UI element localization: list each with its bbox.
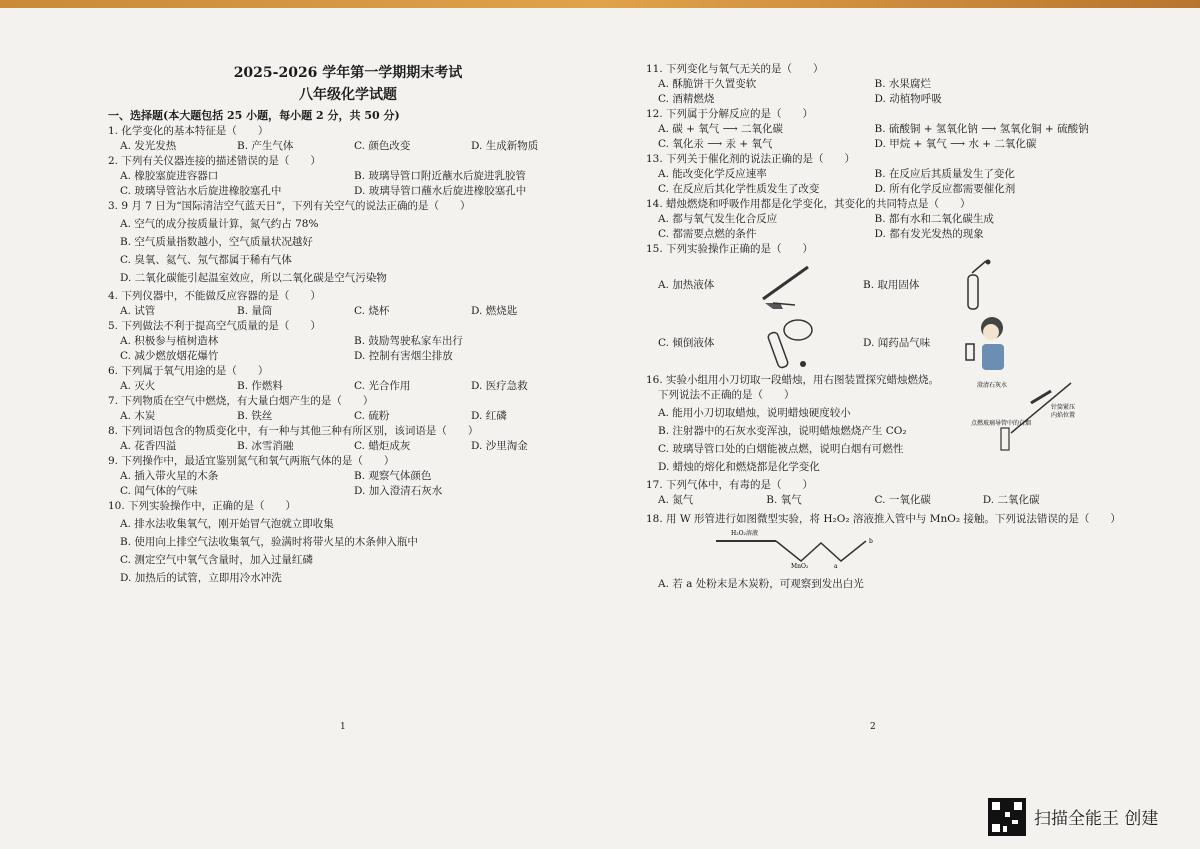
question-17-stem: 17. 下列气体中，有毒的是（ ） <box>646 479 814 491</box>
answer-option: C. 蜡炬成灰 <box>354 440 411 452</box>
answer-option: C. 颜色改变 <box>354 140 411 152</box>
answer-option: A. 碳 + 氧气 ⟶ 二氧化碳 <box>658 123 783 135</box>
right-question-2-stem: 12. 下列属于分解反应的是（ ） <box>646 108 814 120</box>
left-question-3-stem: 3. 9 月 7 日为“国际清洁空气蓝天日”，下列有关空气的说法正确的是（ ） <box>108 200 471 212</box>
left-question-2-stem: 2. 下列有关仪器连接的描述错误的是（ ） <box>108 155 321 167</box>
answer-option: C. 一氧化碳 <box>874 494 931 506</box>
right-page <box>646 62 1121 595</box>
answer-option: B. 铁丝 <box>237 410 273 422</box>
answer-option: B. 注射器中的石灰水变浑浊，说明蜡烛燃烧产生 CO₂ <box>658 425 907 437</box>
w-tube-label-mno2: MnO₂ <box>791 563 809 569</box>
answer-option: B. 在反应后其质量发生了变化 <box>874 168 1015 180</box>
pouring-liquid-icon <box>753 314 823 372</box>
answer-option: A. 能用小刀切取蜡烛，说明蜡烛硬度较小 <box>658 407 851 419</box>
left-question-2-options <box>108 169 588 199</box>
right-question-1-stem: 11. 下列变化与氧气无关的是（ ） <box>646 63 824 75</box>
q15-option-a: A. 加热液体 <box>658 278 715 291</box>
fig16-label-2: 针筒紧压 <box>1051 404 1076 411</box>
section-heading: 一、选择题(本大题包括 25 小题，每小题 2 分，共 50 分) <box>108 109 400 122</box>
left-question-7-stem: 7. 下列物质在空气中燃烧，有大量白烟产生的是（ ） <box>108 395 374 407</box>
answer-option: C. 光合作用 <box>354 380 411 392</box>
answer-option: A. 木炭 <box>120 410 156 422</box>
answer-option: C. 硫粉 <box>354 410 390 422</box>
left-page <box>108 62 588 589</box>
answer-option: C. 烧杯 <box>354 305 390 317</box>
right-question-3-options <box>646 167 1091 197</box>
w-tube-diagram <box>706 527 906 569</box>
answer-option: A. 积极参与植树造林 <box>120 335 219 347</box>
q15-option-b: B. 取用固体 <box>863 278 920 291</box>
answer-option: B. 作燃料 <box>237 380 283 392</box>
left-question-9-stem: 9. 下列操作中，最适宜鉴别氮气和氧气两瓶气体的是（ ） <box>108 455 395 467</box>
answer-option: D. 甲烷 + 氧气 ⟶ 水 + 二氧化碳 <box>874 138 1037 150</box>
answer-option: C. 酒精燃烧 <box>658 93 715 105</box>
answer-option: C. 在反应后其化学性质发生了改变 <box>658 183 820 195</box>
page-number-left: 1 <box>340 722 346 732</box>
question-16-stem-2: 下列说法不正确的是（ ） <box>658 389 795 401</box>
left-question-6-stem: 6. 下列属于氧气用途的是（ ） <box>108 365 269 377</box>
answer-option: D. 蜡烛的熔化和燃烧都是化学变化 <box>658 461 820 473</box>
question-15-row-1 <box>646 257 1091 313</box>
question-15-row-2 <box>646 313 1091 373</box>
answer-option: D. 红磷 <box>471 410 507 422</box>
q15-option-c: C. 倾倒液体 <box>658 336 715 349</box>
left-question-10-stem: 10. 下列实验操作中，正确的是（ ） <box>108 500 297 512</box>
answer-option: C. 玻璃导管口处的白烟能被点燃，说明白烟有可燃性 <box>658 443 904 455</box>
answer-option: C. 氧化汞 ⟶ 汞 + 氧气 <box>658 138 773 150</box>
answer-option: C. 闻气体的气味 <box>120 485 198 497</box>
answer-option: B. 观察气体颜色 <box>354 470 432 482</box>
answer-option: A. 发光发热 <box>120 140 177 152</box>
left-question-1-stem: 1. 化学变化的基本特征是（ ） <box>108 125 269 137</box>
answer-option: D. 都有发光发热的现象 <box>874 228 984 240</box>
answer-option: D. 二氧化碳 <box>982 494 1040 506</box>
answer-option: D. 所有化学反应都需要催化剂 <box>874 183 1016 195</box>
left-question-3-options <box>108 217 588 286</box>
answer-option: A. 灭火 <box>120 380 156 392</box>
answer-option: B. 都有水和二氧化碳生成 <box>874 213 994 225</box>
answer-option: B. 空气质量指数越小，空气质量状况越好 <box>120 236 313 248</box>
question-18-stem: 18. 用 W 形管进行如图微型实验，将 H₂O₂ 溶液推入管中与 MnO₂ 接触。下列说法错误的是（ ） <box>646 513 1121 525</box>
answer-option: B. 产生气体 <box>237 140 294 152</box>
left-question-10-options <box>108 517 588 586</box>
answer-option: D. 控制有害烟尘排放 <box>354 350 453 362</box>
answer-option: C. 玻璃导管沾水后旋进橡胶塞孔中 <box>120 185 282 197</box>
question-15-stem: 15. 下列实验操作正确的是（ ） <box>646 243 814 255</box>
answer-option: D. 生成新物质 <box>471 140 539 152</box>
answer-option: B. 水果腐烂 <box>874 78 931 90</box>
question-18-options <box>646 577 1091 592</box>
taking-solid-icon <box>958 259 1008 311</box>
answer-option: D. 动植物呼吸 <box>874 93 942 105</box>
left-question-7-options <box>108 409 588 424</box>
scanner-watermark: 扫描全能王 创建 <box>1034 809 1159 829</box>
left-question-9-options <box>108 469 588 499</box>
right-question-3-stem: 13. 下列关于催化剂的说法正确的是（ ） <box>646 153 856 165</box>
answer-option: D. 医疗急救 <box>471 380 528 392</box>
smelling-chemical-icon <box>958 314 1018 372</box>
answer-option: C. 臭氧、氦气、氖气都属于稀有气体 <box>120 254 292 266</box>
answer-option: B. 鼓励驾驶私家车出行 <box>354 335 463 347</box>
answer-option: B. 玻璃导管口附近蘸水后旋进乳胶管 <box>354 170 526 182</box>
left-question-4-stem: 4. 下列仪器中，不能做反应容器的是（ ） <box>108 290 321 302</box>
answer-option: C. 减少燃放烟花爆竹 <box>120 350 219 362</box>
question-17-options <box>646 493 1091 508</box>
answer-option: A. 排水法收集氧气，刚开始冒气泡就立即收集 <box>120 518 334 530</box>
answer-option: A. 能改变化学反应速率 <box>658 168 767 180</box>
answer-option: B. 冰雪消融 <box>237 440 294 452</box>
answer-option: D. 沙里淘金 <box>471 440 528 452</box>
answer-option: A. 橡胶塞旋进容器口 <box>120 170 219 182</box>
left-question-8-stem: 8. 下列词语包含的物质变化中，有一种与其他三种有所区别，该词语是（ ） <box>108 425 479 437</box>
heating-liquid-icon <box>753 259 823 311</box>
page-number-right: 2 <box>870 722 876 732</box>
right-question-2-options <box>646 122 1091 152</box>
answer-option: B. 量筒 <box>237 305 273 317</box>
answer-option: C. 都需要点燃的条件 <box>658 228 757 240</box>
qr-code-icon <box>988 798 1026 836</box>
left-question-6-options <box>108 379 588 394</box>
answer-option: D. 加热后的试管，立即用冷水冲洗 <box>120 572 282 584</box>
left-question-list <box>108 124 588 586</box>
answer-option: B. 使用向上排空气法收集氧气，验满时将带火星的木条伸入瓶中 <box>120 536 418 548</box>
answer-option: A. 花香四溢 <box>120 440 177 452</box>
left-question-1-options <box>108 139 588 154</box>
answer-option: A. 空气的成分按质量计算，氮气约占 78% <box>120 218 319 230</box>
answer-option: A. 试管 <box>120 305 156 317</box>
left-question-4-options <box>108 304 588 319</box>
candle-experiment-diagram <box>971 373 1091 453</box>
right-question-4-stem: 14. 蜡烛燃烧和呼吸作用都是化学变化，其变化的共同特点是（ ） <box>646 198 971 210</box>
exam-title: 2025-2026 学年第一学期期末考试 <box>233 65 463 81</box>
w-tube-label-a: a <box>834 563 838 569</box>
answer-option: C. 测定空气中氧气含量时，加入过量红磷 <box>120 554 313 566</box>
right-question-1-options <box>646 77 1091 107</box>
right-question-list <box>646 62 1091 242</box>
answer-option: D. 加入澄清石灰水 <box>354 485 443 497</box>
answer-option: D. 玻璃导管口蘸水后旋进橡胶塞孔中 <box>354 185 527 197</box>
left-question-5-stem: 5. 下列做法不利于提高空气质量的是（ ） <box>108 320 321 332</box>
answer-option: A. 氮气 <box>658 494 694 506</box>
top-color-band <box>0 0 1200 8</box>
exam-subtitle: 八年级化学试题 <box>299 87 397 103</box>
left-question-8-options <box>108 439 588 454</box>
question-16 <box>646 373 1091 475</box>
left-question-5-options <box>108 334 588 364</box>
w-tube-label-h2o2: H₂O₂溶液 <box>731 530 758 537</box>
right-question-4-options <box>646 212 1091 242</box>
answer-option: D. 二氧化碳能引起温室效应，所以二氧化碳是空气污染物 <box>120 272 387 284</box>
answer-option: A. 插入带火星的木条 <box>120 470 219 482</box>
fig16-label-4: 点燃玻璃导管中的白烟 <box>971 420 1032 427</box>
fig16-label-3: 内焰位置 <box>1051 412 1076 419</box>
answer-option: D. 燃烧匙 <box>471 305 518 317</box>
fig16-label-1: 澄清石灰水 <box>977 382 1008 389</box>
answer-option: B. 氧气 <box>766 494 802 506</box>
q15-option-d: D. 闻药品气味 <box>863 336 931 349</box>
q18-option-a: A. 若 a 处粉末是木炭粉，可观察到发出白光 <box>658 578 864 590</box>
answer-option: B. 硫酸铜 + 氢氧化钠 ⟶ 氢氧化铜 + 硫酸钠 <box>874 123 1089 135</box>
w-tube-label-b: b <box>869 538 873 545</box>
answer-option: A. 都与氧气发生化合反应 <box>658 213 778 225</box>
answer-option: A. 酥脆饼干久置变软 <box>658 78 757 90</box>
question-16-stem: 16. 实验小组用小刀切取一段蜡烛，用右图装置探究蜡烛燃烧。 <box>646 374 940 386</box>
